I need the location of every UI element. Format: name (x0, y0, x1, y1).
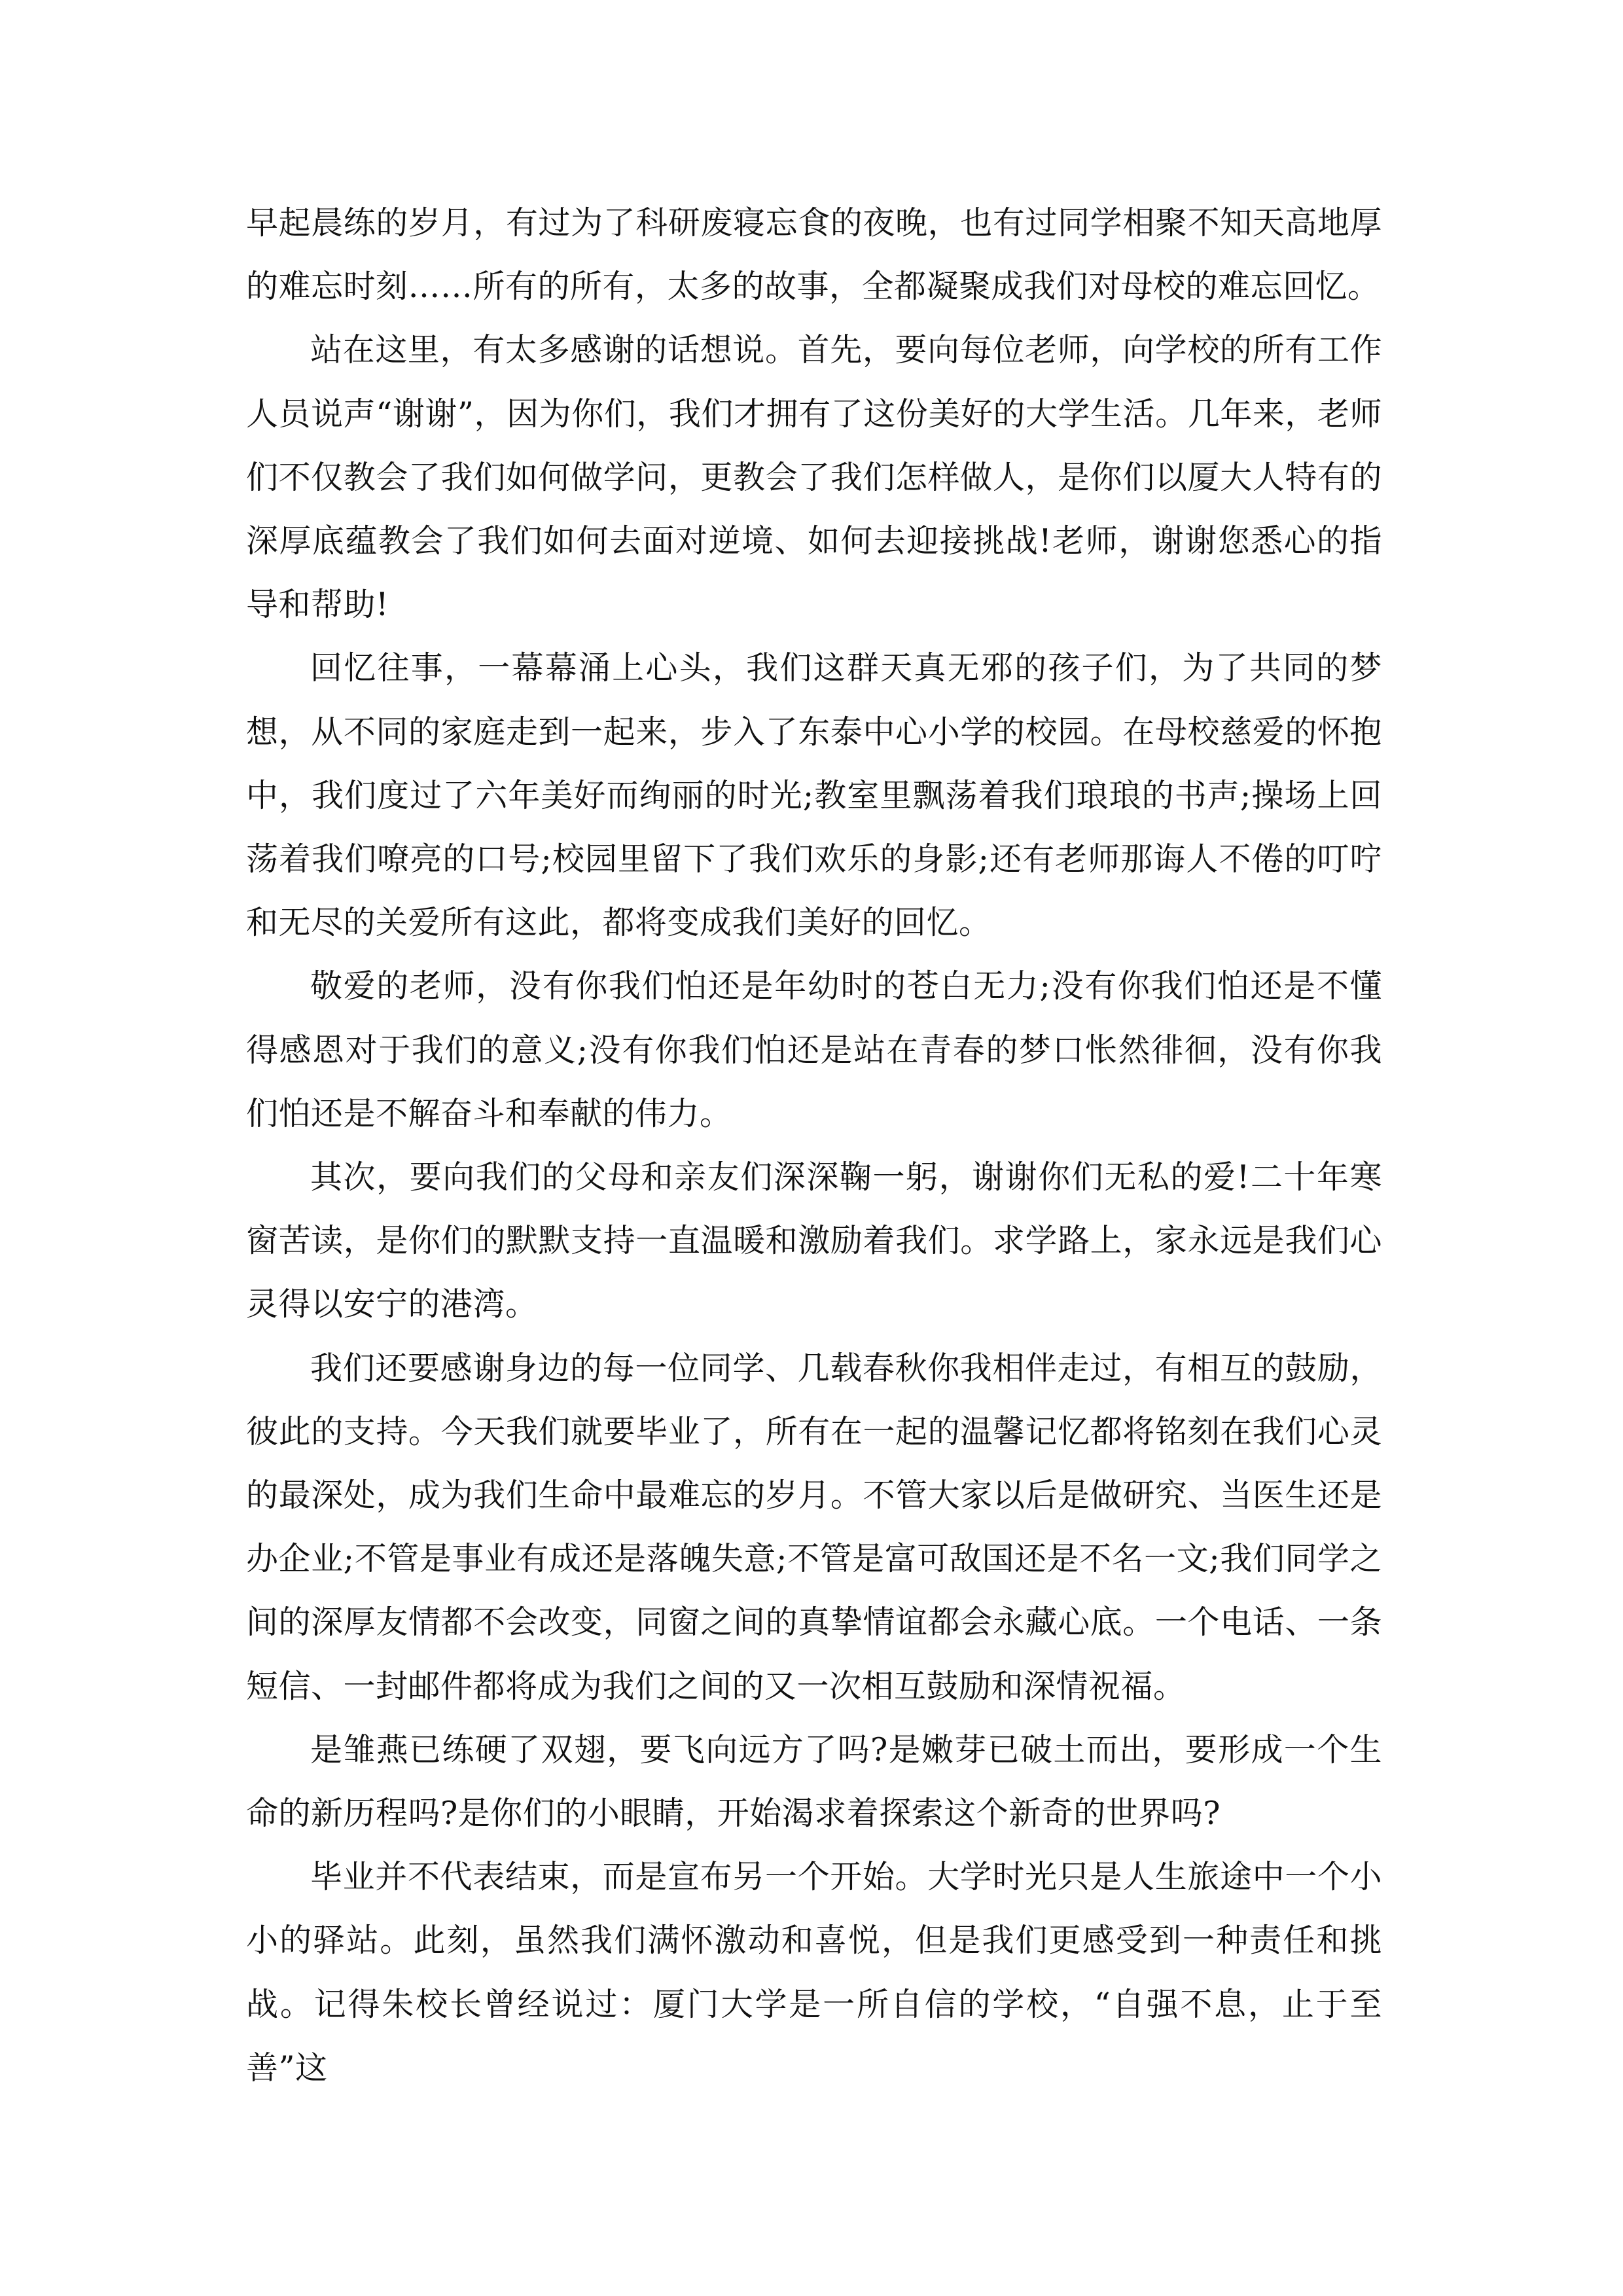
paragraph-2: 站在这里，有太多感谢的话想说。首先，要向每位老师，向学校的所有工作人员说声“谢谢”，因为你们，我们才拥有了这份美好的大学生活。几年来，老师们不仅教会了我们如何做学问，更教会了我们怎样做人，是你们以厦大人特有的深厚底蕴教会了我们如何去面对逆境、如何去迎接挑战!老师，谢谢您悉心的指导和帮助! (246, 331, 1382, 624)
paragraph-5: 其次，要向我们的父母和亲友们深深鞠一躬，谢谢你们无私的爱!二十年寒窗苦读，是你们的默默支持一直温暖和激励着我们。求学路上，家永远是我们心灵得以安宁的港湾。 (246, 1158, 1382, 1323)
paragraph-1: 早起晨练的岁月，有过为了科研废寝忘食的夜晚，也有过同学相聚不知天高地厚的难忘时刻……所有的所有，太多的故事，全都凝聚成我们对母校的难忘回忆。 (246, 204, 1382, 306)
paragraph-6: 我们还要感谢身边的每一位同学、几载春秋你我相伴走过，有相互的鼓励，彼此的支持。今天我们就要毕业了，所有在一起的温馨记忆都将铭刻在我们心灵的最深处，成为我们生命中最难忘的岁月。不管大家以后是做研究、当医生还是办企业;不管是事业有成还是落魄失意;不管是富可敌国还是不名一文;我们同学之间的深厚友情都不会改变，同窗之间的真挚情谊都会永藏心底。一个电话、一条短信、一封邮件都将成为我们之间的又一次相互鼓励和深情祝福。 (246, 1349, 1382, 1705)
paragraph-4: 敬爱的老师，没有你我们怕还是年幼时的苍白无力;没有你我们怕还是不懂得感恩对于我们的意义;没有你我们怕还是站在青春的梦口怅然徘徊，没有你我们怕还是不解奋斗和奉献的伟力。 (246, 967, 1382, 1132)
paragraph-7: 是雏燕已练硬了双翅，要飞向远方了吗?是嫩芽已破土而出，要形成一个生命的新历程吗?是你们的小眼睛，开始渴求着探索这个新奇的世界吗? (246, 1731, 1382, 1833)
paragraph-8: 毕业并不代表结束，而是宣布另一个开始。大学时光只是人生旅途中一个小小的驿站。此刻，虽然我们满怀激动和喜悦，但是我们更感受到一种责任和挑战。记得朱校长曾经说过：厦门大学是一所自信的学校，“自强不息，止于至善”这 (246, 1858, 1382, 2087)
paragraph-3: 回忆往事，一幕幕涌上心头，我们这群天真无邪的孩子们，为了共同的梦想，从不同的家庭走到一起来，步入了东泰中心小学的校园。在母校慈爱的怀抱中，我们度过了六年美好而绚丽的时光;教室里飘荡着我们琅琅的书声;操场上回荡着我们嘹亮的口号;校园里留下了我们欢乐的身影;还有老师那诲人不倦的叮咛和无尽的关爱所有这此，都将变成我们美好的回忆。 (246, 649, 1382, 942)
document-body (246, 191, 1382, 2100)
